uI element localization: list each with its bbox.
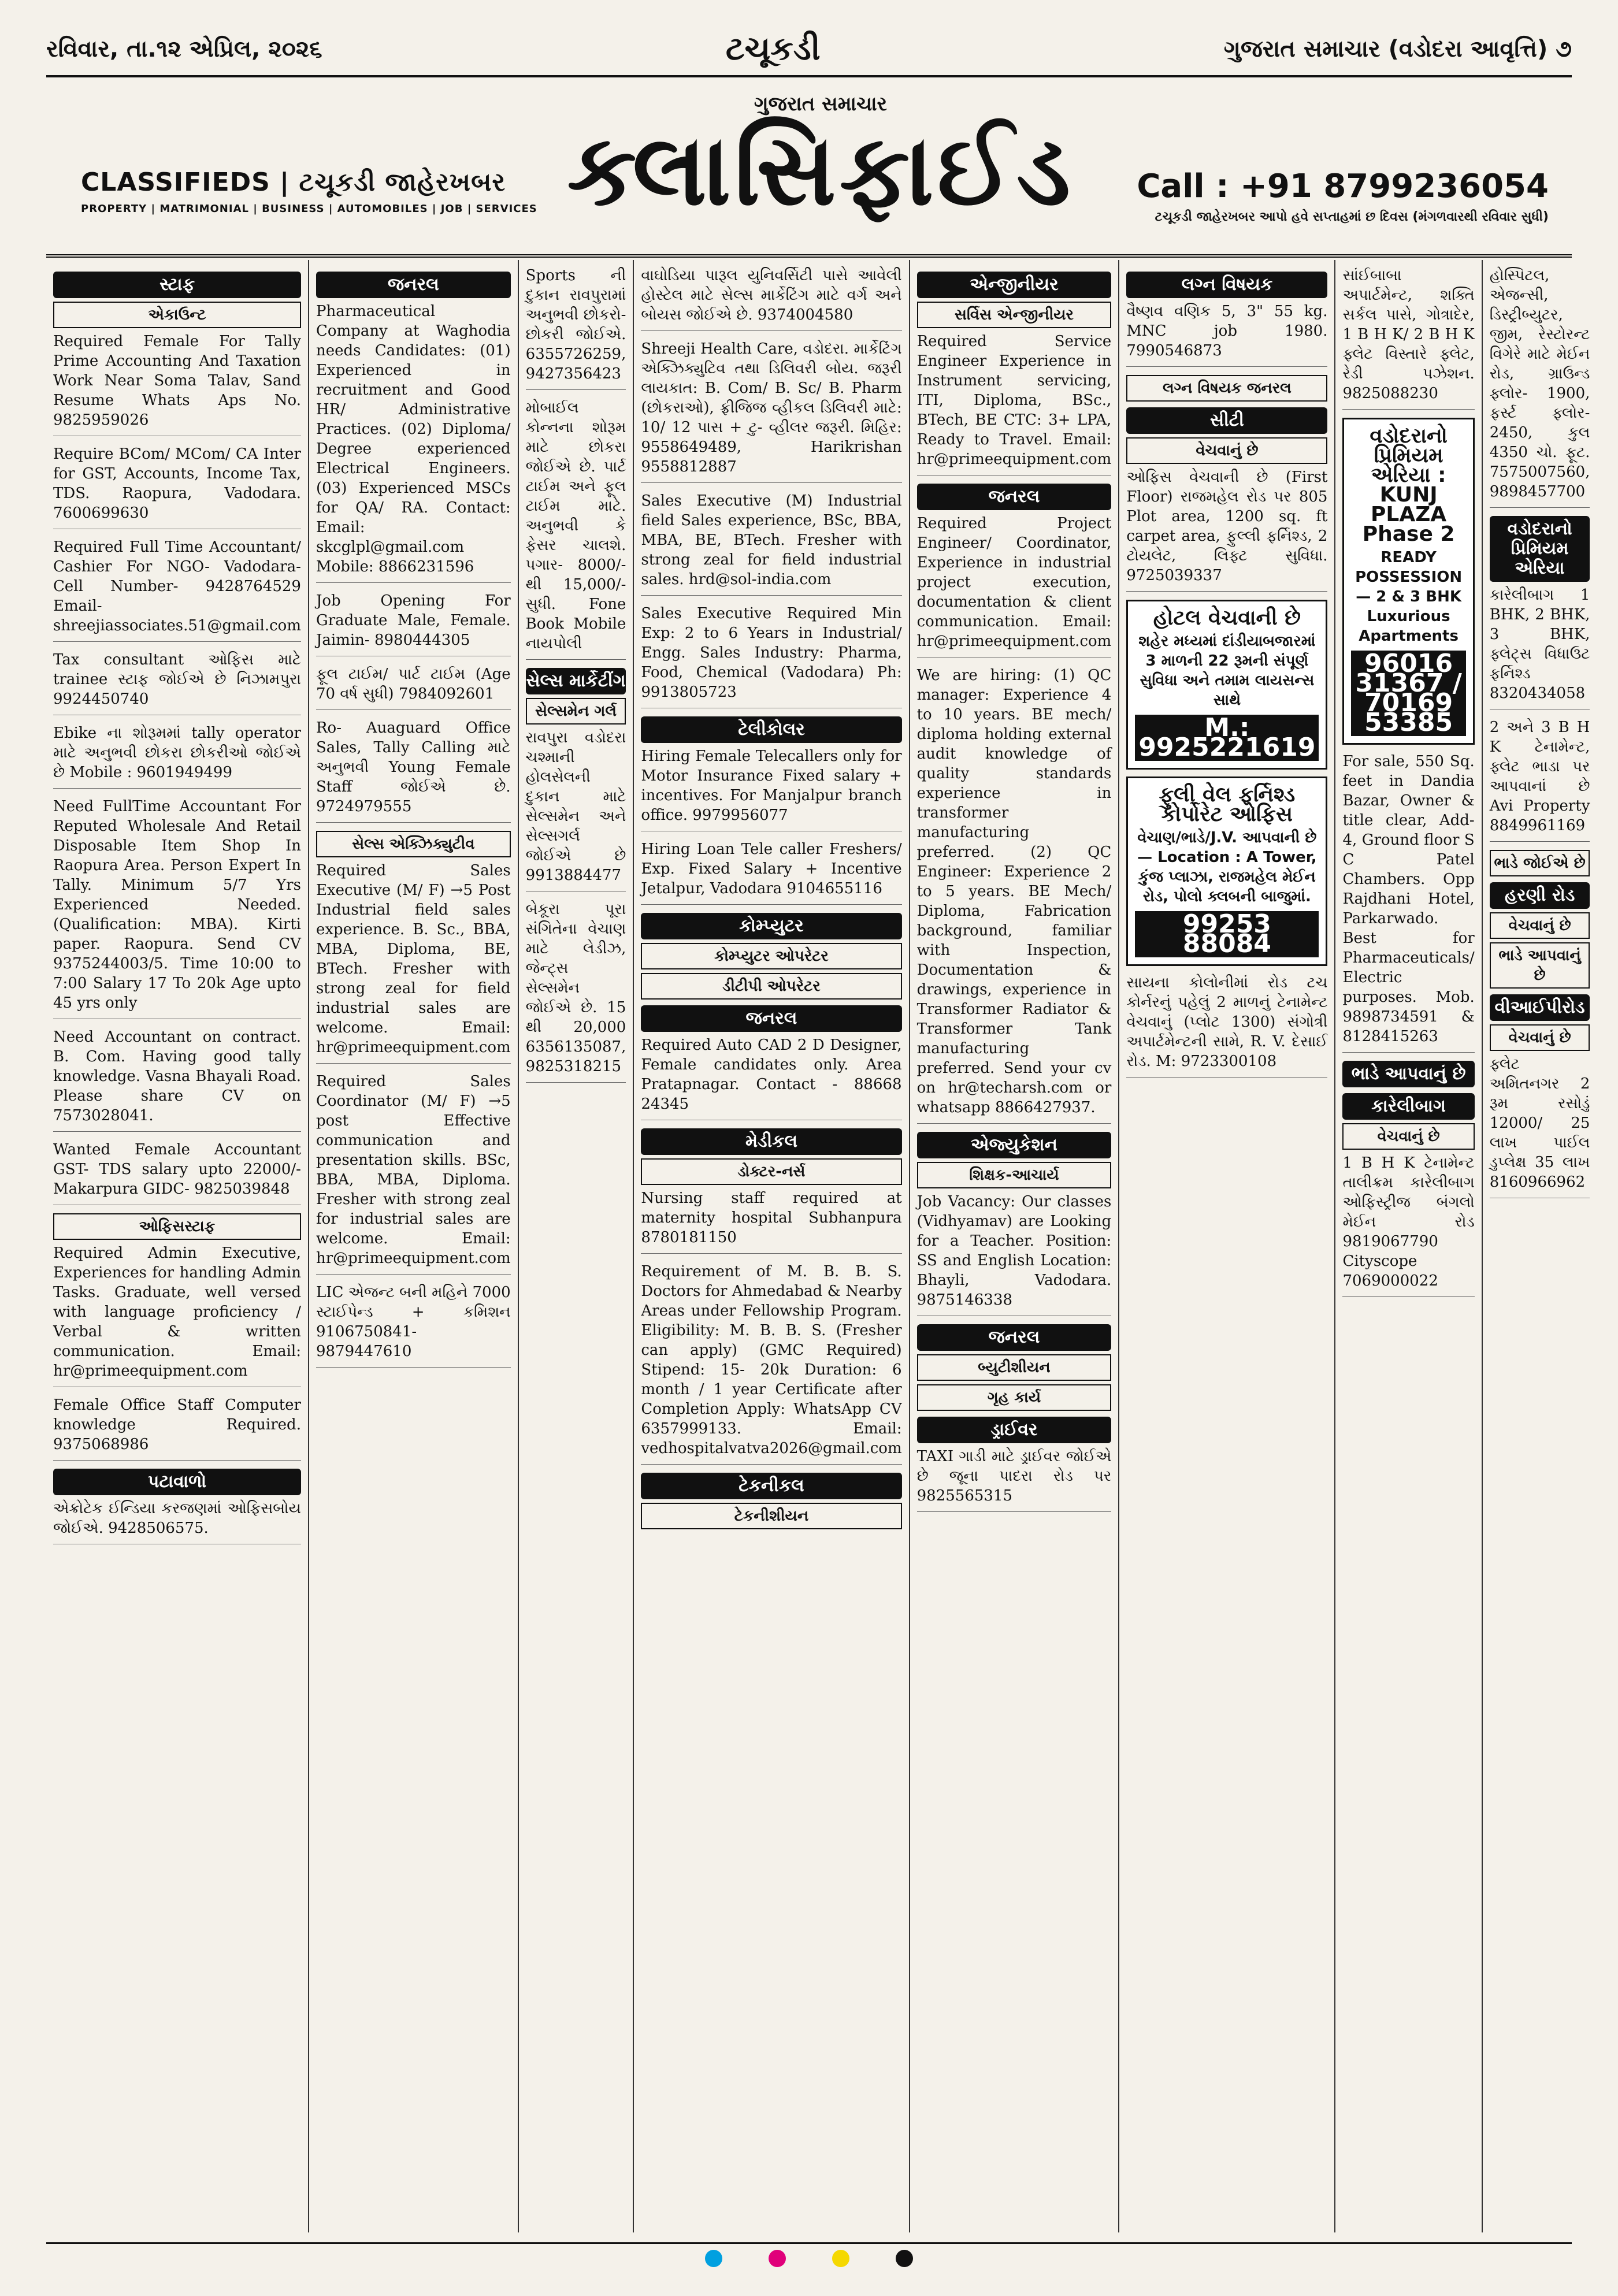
classified-ad: TAXI ગાડી માટે ડ્રાઈવર જોઈએ છે જૂના પાદરા રોડ પર 9825565315: [917, 1447, 1112, 1512]
subcategory-heading: ગૃહ કાર્ય: [917, 1384, 1112, 1411]
category-heading: મેડીકલ: [641, 1128, 901, 1155]
classified-ad: Required Sales Coordinator (M/ F) →5 post Effective communication and presentation skills. BSc, BBA, MBA, Diploma. Fresher with strong zeal for industrial sales are welcome. Email: hr@primeequipment.com: [316, 1072, 511, 1275]
subcategory-heading: ટેકનીશીયન: [641, 1503, 901, 1529]
column-5: [910, 260, 1120, 2232]
classified-ad: વૈષ્ણવ વણિક 5, 3" 55 kg. MNC job 1980. 7990546873: [1126, 302, 1327, 367]
classifieds-heading: CLASSIFIEDS | ટચૂકડી જાહેરખબર: [81, 168, 506, 197]
subcategory-heading: ભાડે જોઈએ છે: [1490, 850, 1590, 876]
display-ad: [1342, 418, 1474, 745]
black-dot: [896, 2250, 913, 2267]
subcategory-heading: સર્વિસ એન્જીનીયર: [917, 302, 1112, 328]
masthead-title: ક્લાસિફાઈડ: [567, 113, 1074, 228]
subcategory-heading: વેચવાનું છે: [1342, 1123, 1474, 1150]
classified-ad: એક્રોટેક ઈન્ડિયા કરજણમાં ઓફિસબોય જોઈએ. 9428506575.: [53, 1499, 301, 1544]
classified-ad: ફ્લેટ અમિતનગર 2 રૂમ રસોડું 12000/ 25 લાખ પાઈલ ડુપ્લેક્ષ 35 લાખ 8160966962: [1490, 1054, 1590, 1198]
classified-ad: Need Accountant on contract. B. Com. Having good tally knowledge. Vasna Bhayali Road. Please share CV on 7573028041.: [53, 1027, 301, 1132]
page-header: [46, 23, 1572, 77]
classified-ad: Ro- Auaguard Office Sales, Tally Calling માટે અનુભવી Young Female Staff જોઈએ છે. 9724979555: [316, 718, 511, 823]
brand-name: ગુજરાત સમાચાર: [754, 92, 888, 116]
display-ad-text: READY POSSESSION — 2 & 3 BHK Luxurious Apartments: [1355, 549, 1463, 645]
classified-ad: Tax consultant ઓફિસ માટે trainee સ્ટાફ જોઈએ છે નિઝામપુરા 9924450740: [53, 650, 301, 715]
category-heading: ભાડે આપવાનું છે: [1342, 1061, 1474, 1087]
subcategory-heading: એકાઉન્ટ: [53, 302, 301, 328]
classified-ad: કારેલીબાગ 1 BHK, 2 BHK, 3 BHK, ફ્લેટ્સ વિધાઉટ ફર્નિશ્ડ 8320434058: [1490, 585, 1590, 709]
display-ad-text: વેચાણ/ભાડે/J.V. આપવાની છે — Location : A Tower, કુંજ પ્લાઝા, રાજમહેલ મેઈન રોડ, પોલો ક્લબની બાજુમાં.: [1137, 829, 1317, 905]
classified-ad: Sales Executive (M) Industrial field Sales experience, BSc, BBA, MBA, BE, BTech. Fresher with strong zeal for field industrial sales. hrd@sol-india.com: [641, 491, 901, 596]
category-heading: વડોદરાનો પ્રિમિયમ એરિયા: [1490, 516, 1590, 582]
issue-date: રવિવાર, તા.૧૨ એપ્રિલ, ૨૦૨૬: [46, 36, 322, 62]
classified-ad: Job Opening For Graduate Male, Female. Jaimin- 8980444305: [316, 591, 511, 656]
column-8: [1483, 260, 1597, 2232]
display-ad-title: વડોદરાનો પ્રિમિયમ એરિયા : KUNJ PLAZA Phase 2: [1362, 424, 1455, 546]
subcategory-heading: ભાડે આપવાનું છે: [1490, 942, 1590, 989]
subcategory-heading: સેલ્સ એક્ઝિક્યુટીવ: [316, 831, 511, 857]
subcategory-heading: વેચવાનું છે: [1490, 1024, 1590, 1051]
display-ad-title: હોટલ વેચવાની છે: [1153, 606, 1301, 630]
display-ad-phone: 96016 31367 / 70169 53385: [1351, 651, 1465, 736]
category-heading: સીટી: [1126, 407, 1327, 434]
classified-ad: Hiring Loan Tele caller Freshers/ Exp. Fixed Salary + Incentive Jetalpur, Vadodara 9104655116: [641, 839, 901, 905]
classified-ad: Ebike ના શોરૂમમાં tally operator માટે અનુભવી છોકરા છોકરીઓ જોઈએ છે Mobile : 9601949499: [53, 723, 301, 789]
classified-ad: Required Sales Executive (M/ F) →5 Post Industrial field sales experience. B. Sc., BBA, MBA, Diploma, BE, BTech. Fresher with strong zeal for field industrial sales are welcome. Email: hr@primeequipment.com: [316, 861, 511, 1064]
subcategory-heading: બ્યુટીશીયન: [917, 1354, 1112, 1381]
classified-ad: Job Vacancy: Our classes (Vidhyamav) are Looking for a Teacher. Position: SS and English Location: Bhayli, Vadodara. 9875146338: [917, 1192, 1112, 1316]
column-6: [1119, 260, 1335, 2232]
classified-columns: [46, 260, 1590, 2232]
yellow-dot: [832, 2250, 849, 2267]
column-4: [634, 260, 910, 2232]
display-ad: [1126, 777, 1327, 966]
classified-ad: For sale, 550 Sq. feet in Dandia Bazar, Owner & title clear, Add- 4, Ground floor S C Patel Chambers. Opp Rajdhani Hotel, Parkarwado. Best for Pharmaceuticals/ Electric purposes. Mob. 9898734591 & 8128415263: [1342, 752, 1474, 1053]
category-heading: જનરલ: [316, 272, 511, 298]
category-heading: હરણી રોડ: [1490, 882, 1590, 909]
display-ad-phone: M.: 9925221619: [1135, 715, 1319, 761]
category-heading: જનરલ: [917, 1324, 1112, 1351]
subcategory-heading: કોમ્પ્યુટર ઓપરેટર: [641, 943, 901, 969]
masthead: [46, 81, 1572, 258]
classified-ad: 1 B H K ટેનામેન્ટ તાલીક્રમ કારેલીબાગ ઓફિસ્ટ્રીજ બંગલો મેઈન રોડ 9819067790 Cityscope 7069000022: [1342, 1153, 1474, 1297]
category-heading: કારેલીબાગ: [1342, 1093, 1474, 1120]
category-heading: વીઆઈપીરોડ: [1490, 994, 1590, 1021]
paper-edition: ગુજરાત સમાચાર (વડોદરા આવૃત્તિ) ૭: [1223, 36, 1572, 62]
classified-ad: ઓફિસ વેચવાની છે (First Floor) રાજમહેલ રોડ પર 805 Plot area, 1200 sq. ft carpet area, ફુલ્લી ફર્નિશ્ડ, 2 ટોયલેટ, લિફ્ટ સુવિધા. 9725039337: [1126, 467, 1327, 592]
subcategory-heading: વેચવાનું છે: [1126, 437, 1327, 464]
classified-ad: રાવપુરા વડોદરા ચશ્માની હોલસેલની દુકાન માટે સેલ્સમેન અને સેલ્સગર્લ જોઈએ છે 9913884477: [526, 728, 626, 891]
classified-ad: Required Female For Tally Prime Accounting And Taxation Work Near Soma Talav, Sand Resume Whats Aps No. 9825959026: [53, 332, 301, 436]
classified-ad: Require BCom/ MCom/ CA Inter for GST, Accounts, Income Tax, TDS. Raopura, Vadodara. 7600699630: [53, 444, 301, 529]
classified-ad: We are hiring: (1) QC manager: Experience 4 to 10 years. BE mech/ diploma holding external audit knowledge of quality standards experience in transformer manufacturing preferred. (2) QC Engineer: Experience 2 to 5 years. BE Mech/ Diploma, Fabrication background, familiar with Inspection, Documentation & drawings, experience in Transformer Radiator & Transformer Tank manufacturing preferred. Send your cv on hr@techarsh.com or whatsapp 8866427937.: [917, 666, 1112, 1124]
classified-ad: બેકૂરા પૂરા સંગિતેના વેચાણ માટે લેડીઝ, જેન્ટ્સ સેલ્સમેન જોઈએ છે. 15 થી 20,000 6356135087, 9825318215: [526, 900, 626, 1083]
subcategory-heading: શિક્ષક-આચાર્ય: [917, 1162, 1112, 1188]
classified-ad: Female Office Staff Computer knowledge Required. 9375068986: [53, 1395, 301, 1461]
classified-ad: Required Full Time Accountant/ Cashier For NGO- Vadodara- Cell Number- 9428764529 Email- shreejiassociates.51@gmail.com: [53, 537, 301, 642]
column-1: [46, 260, 309, 2232]
section-title: ટચૂકડી: [725, 30, 821, 68]
classified-ad: 2 અને 3 B H K ટેનામેન્ટ, ફ્લેટ ભાડા પર આપવાનાં છે Avi Property 8849961169: [1490, 718, 1590, 842]
classifieds-categories: PROPERTY | MATRIMONIAL | BUSINESS | AUTOMOBILES | JOB | SERVICES: [81, 203, 537, 215]
column-2: [309, 260, 519, 2232]
category-heading: ડ્રાઈવર: [917, 1417, 1112, 1443]
category-heading: એજ્યુકેશન: [917, 1132, 1112, 1158]
booking-note: ટચૂકડી જાહેરખબર આપો હવે સપ્તાહમાં છ દિવસ (મંગળવારથી રવિવાર સુધી): [1155, 210, 1549, 224]
category-heading: કોમ્પ્યુટર: [641, 913, 901, 939]
classified-ad: Required Auto CAD 2 D Designer, Female candidates only. Area Pratapnagar. Contact - 88668 24345: [641, 1035, 901, 1120]
category-heading: ટેલીકોલર: [641, 716, 901, 743]
classified-ad: સાંઈબાબા અપાર્ટમેન્ટ, શક્તિ સર્કલ પાસે, ગોત્રાદેર, 1 B H K/ 2 B H K ફ્લેટ વિસ્તારે ફ્લેટ, રેડી પઝેશન. 9825088230: [1342, 266, 1474, 410]
subcategory-heading: વેચવાનું છે: [1490, 912, 1590, 939]
masthead-left: [81, 168, 537, 215]
contact-phone: Call : +91 8799236054: [1137, 168, 1549, 205]
masthead-right: [1137, 168, 1549, 224]
classified-ad: Sales Executive Required Min Exp: 2 to 6 Years in Industrial/ Engg. Sales Industry: Pharma, Food, Chemical (Vadodara) Ph: 9913805723: [641, 604, 901, 708]
classified-ad: Requirement of M. B. B. S. Doctors for Ahmedabad & Nearby Areas under Fellowship Program. Eligibility: M. B. B. S. (Fresher can apply) (GMC Required) Stipend: 15- 20k Duration: 6 month / 1 year Certificate after Completion Apply: WhatsApp CV 6357999133. Email: vedhospitalvatva2026@gmail.com: [641, 1262, 901, 1465]
subcategory-heading: સેલ્સમેન ગર્લ: [526, 698, 626, 725]
display-ad: [1126, 600, 1327, 770]
classified-ad: Required Project Engineer/ Coordinator, Experience in industrial project execution, documentation & client communication. Email: hr@primeequipment.com: [917, 514, 1112, 657]
color-registration-strip: [46, 2242, 1572, 2273]
classified-ad: Nursing staff required at maternity hospital Subhanpura 8780181150: [641, 1188, 901, 1254]
magenta-dot: [769, 2250, 786, 2267]
subcategory-heading: ડીટીપી ઓપરેટર: [641, 973, 901, 1000]
category-heading: પટાવાળો: [53, 1469, 301, 1495]
classified-ad: વાઘોડિયા પારૂલ યુનિવર્સિટી પાસે આવેલી હોસ્ટેલ માટે સેલ્સ માર્કેટિંગ માટે વર્ગ અને બોયસ જોઈએ છે. 9374004580: [641, 266, 901, 331]
masthead-center: [543, 92, 1098, 228]
column-3: [519, 260, 634, 2232]
classified-ad: Wanted Female Accountant GST- TDS salary upto 22000/- Makarpura GIDC- 9825039848: [53, 1140, 301, 1205]
display-ad-phone: 99253 88084: [1135, 911, 1319, 957]
cyan-dot: [705, 2250, 722, 2267]
category-heading: સ્ટાફ: [53, 272, 301, 298]
display-ad-title: ફુલી વેલ ફર્નિશ્ડ કોર્પોરેટ ઓફિસ: [1159, 783, 1296, 826]
classified-ad: Required Admin Executive, Experiences for handling Admin Tasks. Graduate, well versed with language proficiency / Verbal & written communication. Email: hr@primeequipment.com: [53, 1243, 301, 1387]
classified-ad: Required Service Engineer Experience in Instrument servicing, ITI, Diploma, BSc., BTech, BE CTC: 3+ LPA, Ready to Travel. Email: hr@primeequipment.com: [917, 332, 1112, 475]
classified-ad: Pharmaceutical Company at Waghodia needs Candidates: (01) Experienced in recruitment and Good HR/ Administrative Practices. (02) Diploma/ Degree experienced Electrical Engineers. (03) Experienced MSCs for QA/ RA. Contact: Email: skcglpl@gmail.com Mobile: 8866231596: [316, 302, 511, 583]
category-heading: સેલ્સ માર્કેટીંગ: [526, 668, 626, 694]
column-7: [1335, 260, 1482, 2232]
classified-ad: સાયના કોલોનીમાં રોડ ટચ કોર્નરનું પહેલું 2 માળનું ટેનામેન્ટ વેચવાનું (પ્લોટ 1300) સંગોત્રી અપાર્ટમેન્ટની સામે, R. V. દેસાઈ રોડ. M: 9723300108: [1126, 973, 1327, 1078]
category-heading: જનરલ: [917, 484, 1112, 510]
display-ad-text: શહેર મધ્યમાં દાંડીયાબજારમાં 3 માળની 22 રૂમની સંપૂર્ણ સુવિધા અને તમામ લાયસન્સ સાથે: [1138, 633, 1316, 709]
subcategory-heading: ઓફિસસ્ટાફ: [53, 1213, 301, 1240]
classified-ad: Need FullTime Accountant For Reputed Wholesale And Retail Disposable Item Shop In Raopura Area. Person Expert In Tally. Minimum 5/7 Yrs Experienced Needed. (Qualification: MBA). Kirti paper. Raopura. Send CV 9375244003/5. Time 10:00 to 7:00 Salary 17 To 20k Age upto 45 yrs only: [53, 797, 301, 1019]
category-heading: ટેકનીકલ: [641, 1473, 901, 1499]
classified-ad: Hiring Female Telecallers only for Motor Insurance Fixed salary + incentives. For Manjalpur branch office. 9979956077: [641, 746, 901, 831]
category-heading: લગ્ન વિષયક: [1126, 272, 1327, 298]
classified-ad: ફૂલ ટાઈમ/ પાર્ટ ટાઈમ (Age 70 વર્ષ સુધી) 7984092601: [316, 664, 511, 710]
category-heading: એન્જીનીયર: [917, 272, 1112, 298]
subcategory-heading: લગ્ન વિષયક જનરલ: [1126, 375, 1327, 402]
category-heading: જનરલ: [641, 1005, 901, 1032]
subcategory-heading: ડોક્ટર-નર્સ: [641, 1158, 901, 1185]
classified-ad: LIC એજન્ટ બની મહિને 7000 સ્ટાઈપેન્ડ + કમિશન 9106750841- 9879447610: [316, 1283, 511, 1368]
classified-ad: Sports ની દુકાન રાવપુરામાં અનુભવી છોકરો- છોકરી જોઈએ. 6355726259, 9427356423: [526, 266, 626, 390]
classified-ad: Shreeji Health Care, વડોદરા. માર્કેટિંગ એક્ઝિક્યુટિવ તથા ડિલિવરી બોય. જરૂરી લાયકાત: B. Com/ B. Sc/ B. Pharm (છોકરાઓ), ફ્રીજિજ વ્હીકલ ડિલિવરી માટે: 10/ 12 પાસ + ટુ- વ્હીલર જરૂરી. મિહિર: 9558649489, Harikrishan 9558812887: [641, 339, 901, 483]
classified-ad: હોસ્પિટલ, એજન્સી, ડિસ્ટ્રીબ્યુટર, જીમ, રેસ્ટોરન્ટ વિગેરે માટે મેઈન રોડ, ગ્રાઉન્ડ ફ્લોર- 1900, ફર્સ્ટ ફ્લોર- 2450, કુલ 4350 ચો. ફૂટ. 7575007560, 9898457700: [1490, 266, 1590, 508]
classified-ad: મોબાઈલ કોન્નના શોરૂમ માટે છોકરા જોઈએ છે. પાર્ટ ટાઈમ અને ફૂલ ટાઈમ માટે. અનુભવી કે ફેસર ચાલશે. પગાર- 8000/- થી 15,000/- સુધી. Fone Book Mobile નાયપોલી: [526, 398, 626, 660]
